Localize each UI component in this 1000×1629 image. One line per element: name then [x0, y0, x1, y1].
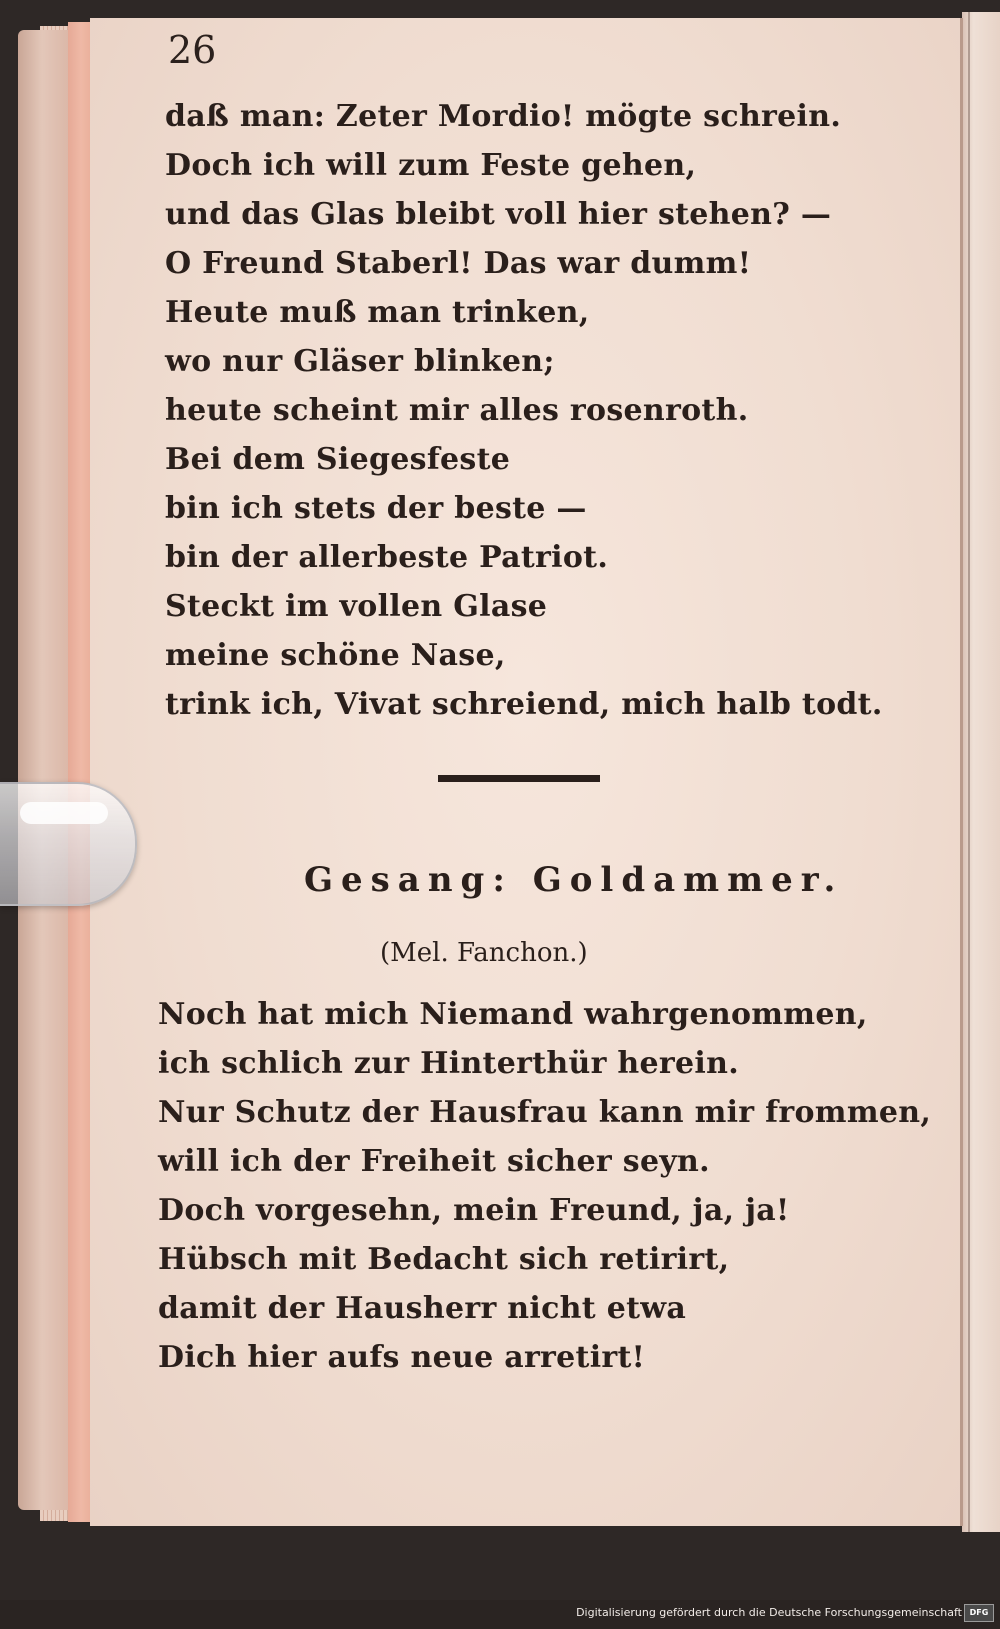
song-line: Hübsch mit Bedacht sich retirirt,: [158, 1242, 730, 1277]
verse-line: Heute muß man trinken,: [165, 295, 590, 330]
song-line: Noch hat mich Niemand wahrgenommen,: [158, 997, 868, 1032]
song-line: Dich hier aufs neue arretirt!: [158, 1340, 646, 1375]
verse-line: trink ich, Vivat schreiend, mich halb todt.: [165, 687, 883, 722]
verse-line: O Freund Staberl! Das war dumm!: [165, 246, 752, 281]
song-title: Gesang: Goldammer.: [304, 860, 844, 900]
song-line: Doch vorgesehn, mein Freund, ja, ja!: [158, 1193, 790, 1228]
page-number: 26: [168, 28, 217, 72]
verse-line: heute scheint mir alles rosenroth.: [165, 393, 749, 428]
verse-line: daß man: Zeter Mordio! mögte schrein.: [165, 99, 842, 134]
verse-line: und das Glas bleibt voll hier stehen? —: [165, 197, 832, 232]
fold-shadow: [968, 12, 970, 1532]
verse-line: bin ich stets der beste —: [165, 491, 587, 526]
song-line: ich schlich zur Hinterthür herein.: [158, 1046, 739, 1081]
verse-line: Steckt im vollen Glase: [165, 589, 548, 624]
verse-top: [165, 92, 883, 729]
digitization-credit: Digitalisierung gefördert durch die Deutsche Forschungsgemeinschaft: [576, 1606, 962, 1619]
melody-note: (Mel. Fanchon.): [380, 938, 588, 968]
facing-page-edge: [962, 12, 1000, 1532]
clip-highlight: [20, 802, 108, 824]
song-line: Nur Schutz der Hausfrau kann mir frommen,: [158, 1095, 932, 1130]
verse-line: meine schöne Nase,: [165, 638, 506, 673]
dfg-logo: DFG: [964, 1604, 994, 1622]
section-divider: [438, 775, 600, 782]
verse-line: Doch ich will zum Feste gehen,: [165, 148, 697, 183]
verse-line: bin der allerbeste Patriot.: [165, 540, 609, 575]
verse-line: Bei dem Siegesfeste: [165, 442, 511, 477]
song-line: will ich der Freiheit sicher seyn.: [158, 1144, 710, 1179]
song-verse: [158, 990, 931, 1382]
page-clip: [0, 782, 137, 906]
verse-line: wo nur Gläser blinken;: [165, 344, 555, 379]
song-line: damit der Hausherr nicht etwa: [158, 1291, 687, 1326]
